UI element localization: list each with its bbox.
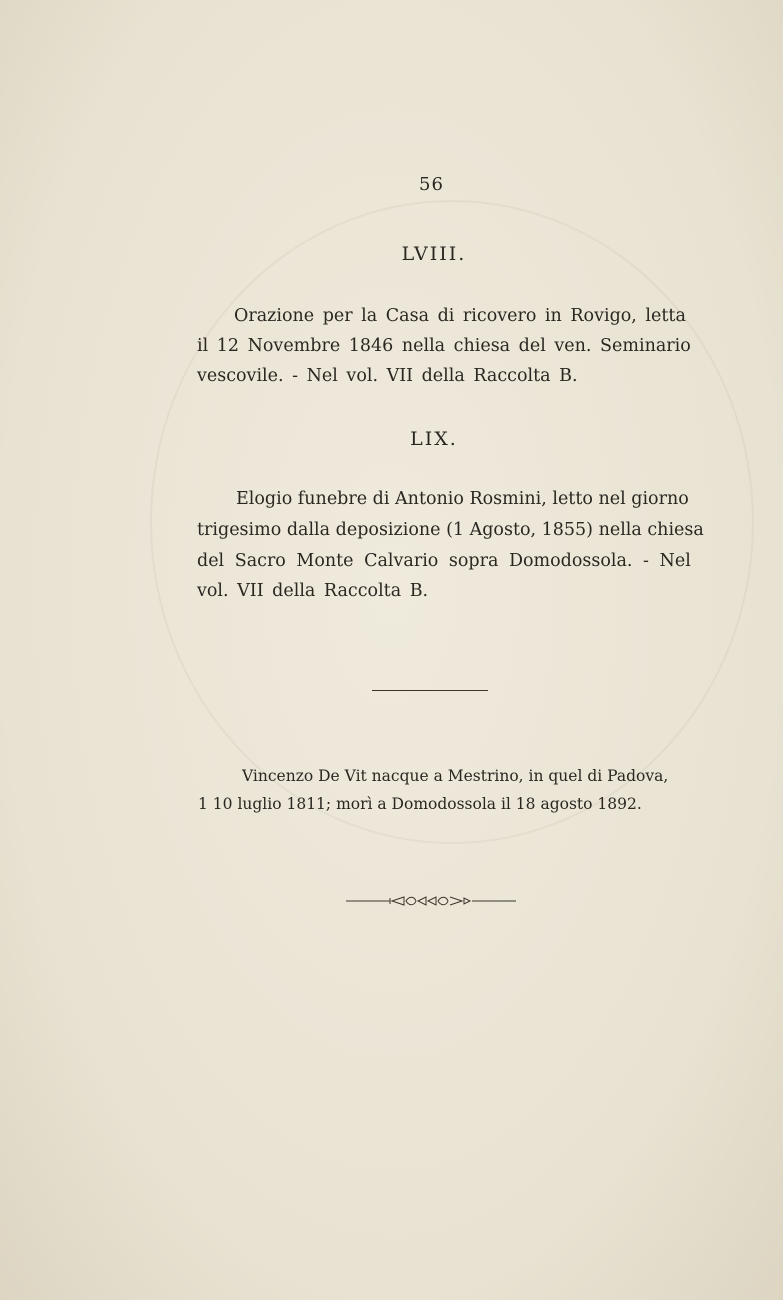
entry-lix-line-1: Elogio funebre di Antonio Rosmini, letto nel giorno [236,489,689,509]
entry-lviii-line-3: vescovile. - Nel vol. VII della Raccolta B. [197,366,578,386]
entry-lix-line-2: trigesimo dalla deposizione (1 Agosto, 1855) nella chiesa [197,520,704,540]
entry-lviii-line-1: Orazione per la Casa di ricovero in Rovigo, letta [234,306,686,326]
note-line-2: 1 10 luglio 1811; morì a Domodossola il 18 agosto 1892. [198,795,642,813]
note-line-1: Vincenzo De Vit nacque a Mestrino, in quel di Padova, [242,767,669,785]
entry-heading-lviii: LVIII. [401,243,467,265]
section-rule [372,690,488,691]
entry-lviii-line-2: il 12 Novembre 1846 nella chiesa del ven. Seminario [197,336,691,356]
entry-heading-lix: LIX. [410,428,458,450]
page-number: 56 [419,174,444,195]
decorative-ornament-divider [346,894,516,908]
entry-lix-line-3: del Sacro Monte Calvario sopra Domodossola. - Nel [197,551,691,571]
entry-lix-line-4: vol. VII della Raccolta B. [197,581,429,601]
